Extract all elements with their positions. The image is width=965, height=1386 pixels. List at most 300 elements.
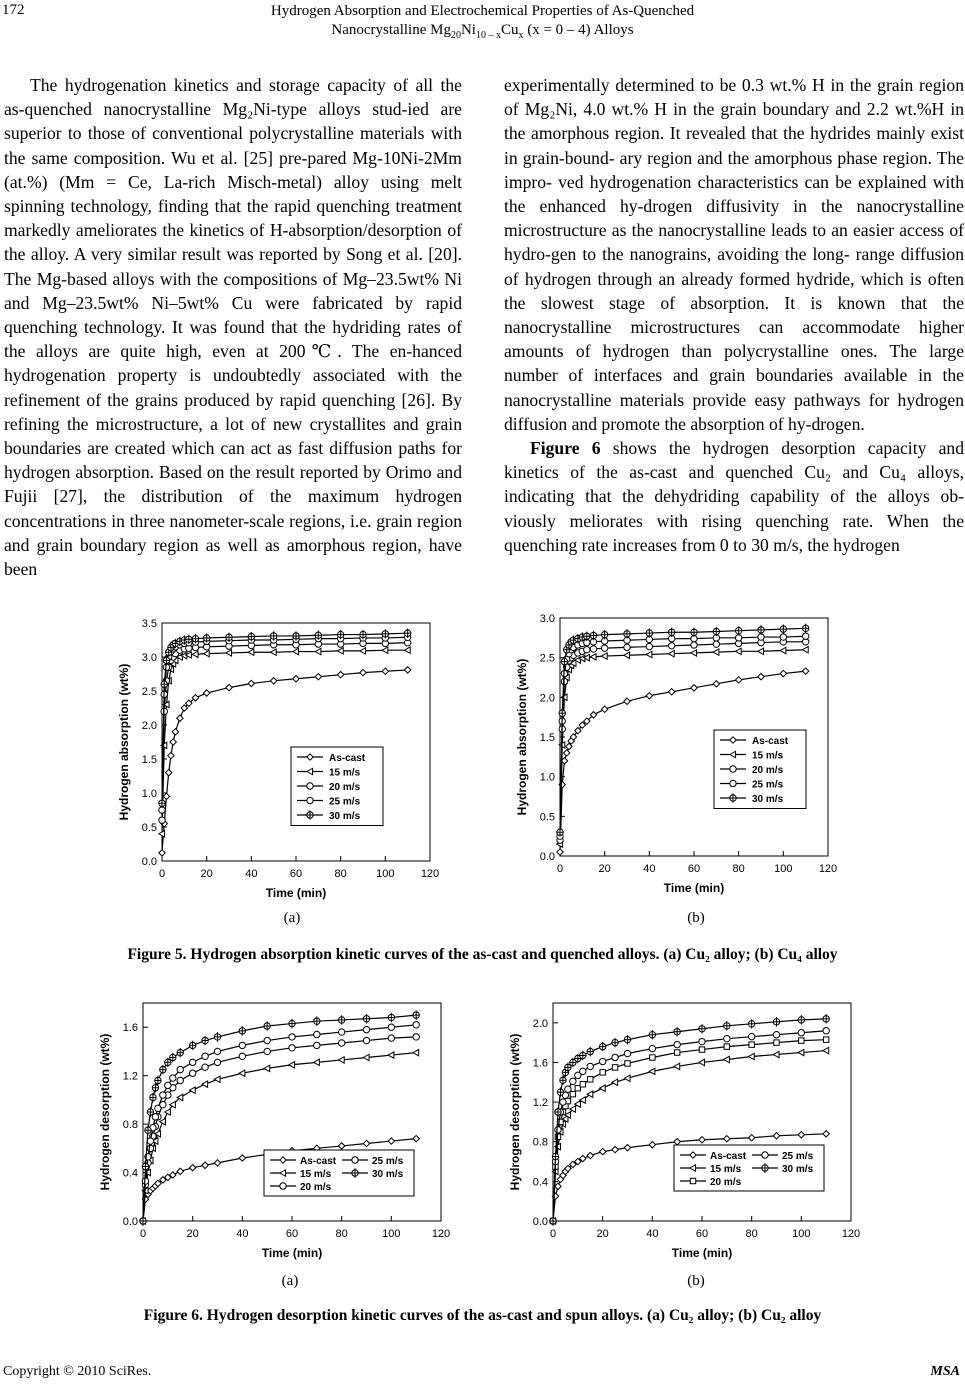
data-point [650,1055,655,1060]
legend [291,747,383,826]
y-tick-label: 0.5 [539,811,555,824]
legend-label: 15 m/s [300,1169,332,1180]
data-point [624,698,630,704]
y-tick-label: 2.5 [141,686,157,698]
data-point [773,1032,779,1038]
data-point [170,1102,176,1108]
data-point [780,624,786,633]
data-point [159,850,165,856]
legend [674,1145,824,1191]
data-point [293,676,299,682]
data-point [289,1034,295,1040]
data-point [649,1045,655,1051]
fig5a-svg [112,615,457,910]
y-tick-label: 1.0 [141,788,157,800]
x-axis-label: Time (min) [261,1246,323,1260]
legend [714,730,806,809]
legend-label: 15 m/s [710,1164,742,1175]
x-tick-label: 100 [774,863,793,875]
x-axis-label: Time (min) [671,1246,733,1260]
data-point [315,648,321,654]
y-tick-label: 0.4 [122,1167,138,1180]
data-point [264,1037,270,1043]
data-point [699,1038,705,1044]
data-point [270,649,276,655]
running-header-line2 [0,21,965,45]
data-point [314,1042,320,1048]
data-point [214,1059,220,1065]
legend-label: 25 m/s [752,779,784,791]
data-point [699,1024,705,1033]
legend-marker [730,780,736,786]
data-point [150,1093,156,1102]
x-axis-label: Time (min) [663,881,725,895]
data-point [155,1105,161,1111]
legend-marker [307,783,313,789]
data-point [748,1033,754,1039]
data-point [674,1139,680,1145]
data-point [388,1052,394,1058]
data-point [674,1050,679,1055]
figure-6b-chart [505,995,867,1270]
figure-reference[interactable]: Figure 6 [530,438,601,459]
data-point [388,1013,394,1022]
x-tick-label: 20 [596,1228,609,1240]
data-point [214,1032,220,1041]
header-sub: 20 [450,30,461,41]
data-point [802,624,808,633]
data-point [248,680,254,686]
x-tick-label: 120 [818,863,838,875]
data-point [570,1078,576,1084]
data-point [691,628,697,637]
data-point [413,1022,419,1028]
fig6b-svg [505,995,867,1270]
data-point [780,670,786,676]
data-point [388,1035,394,1041]
header-text: (x = 0 – 4) Alloys [523,22,634,38]
y-axis-label: Hydrogen absorption (wt%) [515,658,529,816]
legend-label: 25 m/s [782,1151,814,1162]
data-point [735,677,741,683]
data-point [177,1066,183,1072]
y-tick-label: 0.0 [539,851,555,863]
data-point [202,1053,208,1059]
y-tick-label: 2.0 [539,692,555,705]
y-tick-label: 0.8 [532,1136,548,1149]
data-point [773,1051,779,1057]
data-point [560,1099,566,1105]
legend-label: 25 m/s [372,1156,404,1167]
legend-marker [690,1178,695,1183]
data-point [735,648,741,654]
data-point [823,1131,829,1137]
data-point [674,1027,680,1036]
data-point [624,652,630,658]
data-point [163,793,169,799]
body-paragraph: experimentally determined to be 0.3 wt.% H in the grain region of Mg₂Ni, 4.0 wt.% H in the grain boundary and 2.2 wt.%H in the amorphous region. It revealed that the hydrides mainly exist in grain-bound- ary region and the amorphous phase region. The impro- ved hydrogenation characteristics can be explained with the enhanced hy-drogen diffusivity in the nanocrystalline microstructure as the nanocrystalline leads to an easier access of hydro-gen to the nanograins, avoiding the long- range diffusion of hydrogen through an already formed hydride, which is often the slowest stage of absorption. It is known that the nanocrystalline microstructures can accommodate higher amounts of hydrogen than polycrystalline ones. The large number of interfaces and grain boundaries available in the nanocrystalline materials provide easy pathways for hydrogen diffusion and promote the absorption of hy-drogen. [504,75,964,434]
data-point [363,1026,369,1032]
y-tick-label: 1.5 [141,754,157,766]
x-tick-label: 120 [420,868,440,880]
legend-marker [307,797,313,803]
y-tick-label: 3.0 [539,613,555,625]
x-tick-label: 60 [285,1228,299,1240]
data-point [363,1037,369,1043]
legend-label: 30 m/s [752,794,784,805]
data-point [413,1034,419,1040]
data-point [404,667,410,673]
x-tick-label: 0 [556,863,564,875]
data-point [166,769,172,775]
data-point [170,1075,176,1081]
y-tick-label: 0.0 [532,1216,548,1228]
page-number: 172 [2,2,25,18]
data-point [177,1048,183,1057]
data-point [239,1053,245,1059]
header-sub: x [518,30,524,41]
data-point [239,1155,245,1161]
body-paragraph [504,436,964,557]
data-point [147,1138,153,1144]
data-point [413,1010,419,1019]
data-point [214,1160,220,1166]
data-point [360,648,366,654]
data-point [612,1038,618,1047]
data-point [160,1092,166,1098]
data-point [289,1062,295,1068]
data-point [590,646,596,652]
data-point [584,647,590,653]
data-point [625,1061,630,1066]
data-point [601,706,607,712]
fig5b-svg [510,610,855,910]
data-point [823,1047,829,1053]
data-point [580,1068,586,1074]
y-tick-label: 2.0 [141,720,157,732]
data-point [388,1138,394,1144]
legend-marker [730,766,736,772]
legend-label: 20 m/s [710,1177,742,1188]
y-tick-label: 1.2 [122,1070,138,1083]
data-point [314,1016,320,1025]
data-point [601,653,607,659]
data-point [587,1152,593,1158]
data-point [713,627,719,636]
data-point [203,650,209,656]
legend-label: As-cast [752,736,789,747]
data-point [798,1049,804,1055]
data-point [599,1148,605,1154]
x-tick-label: 40 [245,868,258,880]
data-point [612,1054,618,1060]
data-point [668,689,674,695]
x-tick-label: 120 [841,1228,861,1240]
data-point [646,643,652,649]
data-point [413,1135,419,1141]
x-tick-label: 40 [236,1228,249,1240]
data-point [570,1091,575,1096]
data-point [691,650,697,656]
y-tick-label: 1.6 [122,1022,138,1035]
data-point [590,631,596,640]
body-right-column [504,73,964,557]
y-axis-label: Hydrogen absorption (wt%) [117,663,131,821]
data-point [565,1086,571,1092]
legend-marker [280,1183,286,1189]
running-header-line1: Hydrogen Absorption and Electrochemical Properties of As-Quenched [270,3,695,19]
legend-label: As-cast [300,1156,337,1167]
data-point [360,669,366,675]
data-point [555,1127,561,1133]
x-tick-label: 20 [200,868,213,880]
data-point [646,628,652,637]
data-point [388,1024,394,1030]
data-point [624,1075,630,1081]
data-point [691,685,697,691]
x-tick-label: 0 [139,1228,147,1240]
y-tick-label: 0.0 [141,856,157,868]
x-tick-label: 60 [695,1228,709,1240]
data-point [202,1064,208,1070]
data-point [713,649,719,655]
data-point [668,628,674,637]
series-line [553,1040,826,1221]
data-point [600,1070,605,1075]
data-point [649,1068,655,1074]
x-tick-label: 100 [382,1228,401,1240]
figure-6a-label: (a) [281,1273,299,1289]
series-1 [140,1049,419,1224]
x-tick-label: 100 [792,1228,811,1240]
data-point [239,1070,245,1076]
y-tick-label: 3.5 [141,618,157,630]
data-point [555,1183,561,1189]
data-point [713,681,719,687]
figure-5b-label: (b) [687,910,705,926]
y-tick-label: 1.0 [539,771,555,784]
data-point [649,1142,655,1148]
data-point [749,1042,754,1047]
data-point [202,1036,208,1045]
data-point [314,1031,320,1037]
data-point [170,739,176,745]
data-point [802,633,808,639]
data-point [152,1114,158,1120]
x-tick-label: 20 [598,863,611,875]
data-point [668,651,674,657]
data-point [564,750,570,756]
y-tick-label: 3.0 [141,652,157,664]
data-point [612,1079,618,1085]
y-tick-label: 0.0 [122,1216,138,1228]
data-point [172,729,178,735]
x-tick-label: 40 [646,1228,659,1240]
data-point [177,1168,183,1174]
body-paragraph: The hydrogenation kinetics and storage capacity of all the as-quenched nanocrystalline Mg₂Ni-type alloys stud-ied are superior to those of conventional polycrystalline materials with the same composition. Wu et al. [25] pre-pared Mg-10Ni-2Mm (at.%) (Mm = Ce, La-rich Misch-metal) alloy using melt spinning technology, finding that the rapid quenching treatment markedly ameliorates the kinetics of H-absorption/desorption of the alloy. A very similar result was reported by Song et al. [20]. The Mg-based alloys with the compositions of Mg–23.5wt% Ni and Mg–23.5wt% Ni–5wt% Cu were fabricated by rapid quenching technology. It was found that the hydriding rates of the alloys are quite high, even at 200℃. The en-hanced hydrogenation property is undoubtedly associated with the refinement of the grains produced by rapid quenching [26]. By refining the microstructure, a lot of new crystallites and grain boundaries are created which can act as fast diffusion paths for hydrogen absorption. Based on the result reported by Orimo and Fujii [27], the distribution of the maximum hydrogen concentrations in three nanometer-scale regions, i.e. grain region and grain boundary region as well as amorphous region, have been [4,75,462,580]
data-point [239,1042,245,1048]
data-point [624,629,630,638]
data-point [599,1058,605,1064]
data-point [382,647,388,653]
data-point [758,625,764,634]
data-point [612,1146,618,1152]
series-4 [550,1014,830,1226]
body-left-column [4,73,462,581]
legend-marker [762,1152,768,1158]
figure-5-caption: Figure 5. Hydrogen absorption kinetic curves of the as-cast and quenched alloys. (a) Cu₂ alloy; (b) Cu₄ alloy [127,946,838,963]
data-point [264,1048,270,1054]
data-point [189,1070,195,1076]
data-point [314,1059,320,1065]
x-tick-label: 0 [549,1228,557,1240]
data-point [264,1065,270,1071]
data-point [713,641,719,647]
y-tick-label: 1.6 [532,1057,548,1070]
data-point [587,1047,593,1056]
data-point [823,1037,828,1042]
data-point [382,668,388,674]
data-point [189,1059,195,1065]
x-tick-label: 0 [158,868,166,880]
data-point [588,1077,593,1082]
data-point [580,1082,585,1087]
x-tick-label: 120 [431,1228,451,1240]
legend-label: As-cast [329,753,366,764]
data-point [363,1014,369,1023]
legend-label: 15 m/s [752,750,784,762]
y-tick-label: 1.5 [539,732,555,744]
x-tick-label: 40 [643,863,656,875]
legend-label: 20 m/s [329,782,361,793]
data-point [699,1059,705,1065]
copyright-notice: Copyright © 2010 SciRes. [3,1364,152,1379]
data-point [823,1014,829,1023]
data-point [699,1137,705,1143]
data-point [724,1056,730,1062]
legend-label: 20 m/s [300,1182,332,1193]
data-point [674,1041,680,1047]
body-text: shows the hydrogen desorption capacity and kinetics of the as-cast and quenched Cu₂ and Cu₄ alloys, indicating that the dehydriding capability of the alloys ob-viously meliorates with rising quenching rate. When the quenching rate increases from 0 to 30 m/s, the hydrogen [504,438,964,555]
data-point [646,693,652,699]
data-point [189,1041,195,1050]
data-point [758,634,764,640]
x-tick-label: 20 [186,1228,199,1240]
data-point [338,1143,344,1149]
data-point [363,1140,369,1146]
x-tick-label: 60 [289,868,303,880]
journal-abbrev: MSA [930,1364,960,1379]
figure-5a-chart [112,615,457,910]
data-point [668,643,674,649]
data-point [748,1053,754,1059]
x-tick-label: 60 [687,863,701,875]
legend-label: 30 m/s [372,1169,404,1180]
data-point [363,1054,369,1060]
data-point [226,684,232,690]
legend-label: 30 m/s [782,1164,814,1175]
data-point [557,849,563,855]
legend [264,1150,414,1196]
legend-label: 25 m/s [329,796,361,808]
data-point [735,626,741,635]
y-axis-label: Hydrogen desorption (wt%) [98,1033,112,1191]
legend-label: 30 m/s [329,811,361,822]
figure-6-caption: Figure 6. Hydrogen desorption kinetic curves of the as-cast and spun alloys. (a) Cu₂ alloy; (b) Cu₂ alloy [143,1307,822,1324]
legend-label: 15 m/s [329,767,361,779]
data-point [337,671,343,677]
data-point [802,647,808,653]
data-point [189,1087,195,1093]
series-line [553,1031,826,1221]
series-3 [550,1028,830,1225]
data-point [601,645,607,651]
data-point [337,648,343,654]
data-point [248,649,254,655]
data-point [773,1133,779,1139]
data-point [587,1063,593,1069]
data-point [203,690,209,696]
y-axis-label: Hydrogen desorption (wt%) [508,1033,522,1191]
running-header [0,2,965,45]
data-point [802,668,808,674]
data-point [674,1063,680,1069]
data-point [214,1048,220,1054]
data-point [798,1030,804,1036]
data-point [289,1019,295,1028]
data-point [159,799,165,808]
y-tick-label: 0.4 [532,1176,548,1189]
data-point [699,1047,704,1052]
header-text: Nanocrystalline Mg [331,22,451,38]
data-point [798,1015,804,1024]
data-point [338,1029,344,1035]
data-point [599,1042,605,1051]
data-point [338,1040,344,1046]
data-point [823,1028,829,1034]
data-point [413,1049,419,1055]
figure-6b-label: (b) [687,1273,705,1289]
figure-6a-chart [95,995,457,1270]
data-point [404,647,410,653]
data-point [165,1109,171,1115]
legend-label: As-cast [710,1151,747,1162]
header-text: Ni [460,22,476,38]
figure-5a-label: (a) [283,910,301,926]
data-point [270,678,276,684]
y-tick-label: 2.0 [532,1017,548,1030]
data-point [748,1135,754,1141]
data-point [189,1165,195,1171]
data-point [724,1044,729,1049]
header-sub: 10 – x [475,30,501,41]
x-tick-label: 80 [745,1228,758,1240]
data-point [147,1145,153,1151]
data-point [735,635,741,641]
data-point [724,1136,730,1142]
data-point [758,648,764,654]
y-tick-label: 2.5 [539,652,555,665]
data-point [774,1040,779,1045]
data-point [338,1015,344,1024]
y-tick-label: 1.2 [532,1097,548,1110]
data-point [758,674,764,680]
data-point [724,1021,730,1030]
data-point [590,654,596,660]
x-tick-label: 80 [335,1228,348,1240]
data-point [338,1057,344,1063]
data-point [780,634,786,640]
